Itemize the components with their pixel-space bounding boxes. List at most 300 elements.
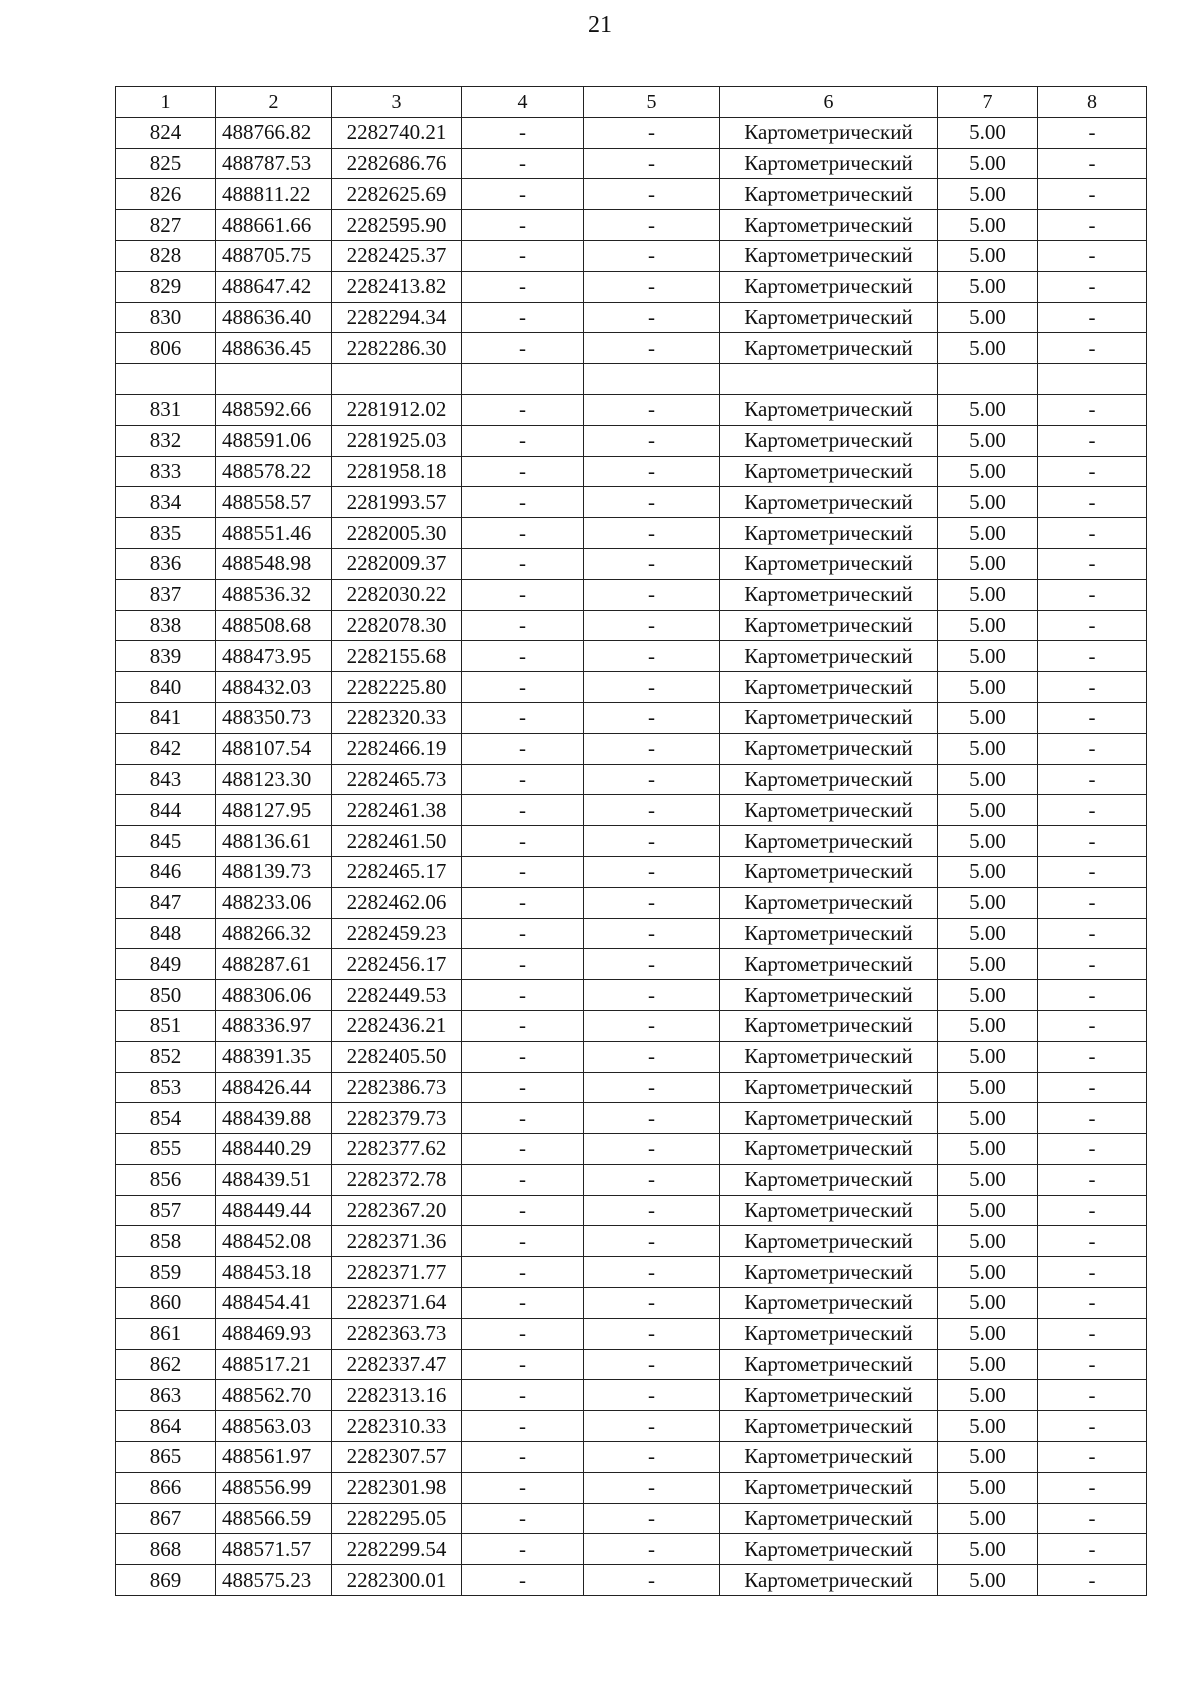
accuracy-cell: 5.00 xyxy=(938,702,1038,733)
accuracy-cell: 5.00 xyxy=(938,1226,1038,1257)
x-coordinate-cell: 488469.93 xyxy=(216,1318,332,1349)
col5-cell: - xyxy=(584,271,720,302)
x-coordinate-cell: 488705.75 xyxy=(216,240,332,271)
col5-cell: - xyxy=(584,548,720,579)
x-coordinate-cell: 488571.57 xyxy=(216,1534,332,1565)
method-cell: Картометрический xyxy=(720,1411,938,1442)
x-coordinate-cell: 488766.82 xyxy=(216,117,332,148)
accuracy-cell: 5.00 xyxy=(938,918,1038,949)
y-coordinate-cell: 2282320.33 xyxy=(332,702,462,733)
col4-cell: - xyxy=(462,887,584,918)
method-cell: Картометрический xyxy=(720,179,938,210)
method-cell: Картометрический xyxy=(720,1288,938,1319)
point-number-cell: 863 xyxy=(116,1380,216,1411)
col4-cell: - xyxy=(462,856,584,887)
x-coordinate-cell: 488287.61 xyxy=(216,949,332,980)
col5-cell: - xyxy=(584,333,720,364)
table-row xyxy=(116,456,1147,487)
method-cell: Картометрический xyxy=(720,1349,938,1380)
method-cell: Картометрический xyxy=(720,856,938,887)
col5-cell: - xyxy=(584,487,720,518)
table-row xyxy=(116,210,1147,241)
x-coordinate-cell: 488439.88 xyxy=(216,1103,332,1134)
point-number-cell: 833 xyxy=(116,456,216,487)
col8-cell: - xyxy=(1038,240,1147,271)
table-row xyxy=(116,1442,1147,1473)
accuracy-cell: 5.00 xyxy=(938,1134,1038,1165)
y-coordinate-cell: 2282371.77 xyxy=(332,1257,462,1288)
table-row xyxy=(116,1072,1147,1103)
accuracy-cell: 5.00 xyxy=(938,148,1038,179)
col8-cell: - xyxy=(1038,1072,1147,1103)
y-coordinate-cell: 2282379.73 xyxy=(332,1103,462,1134)
col4-cell: - xyxy=(462,764,584,795)
x-coordinate-cell: 488449.44 xyxy=(216,1195,332,1226)
table-row xyxy=(116,949,1147,980)
x-coordinate-cell: 488473.95 xyxy=(216,641,332,672)
point-number-cell: 858 xyxy=(116,1226,216,1257)
col8-cell: - xyxy=(1038,1288,1147,1319)
accuracy-cell: 5.00 xyxy=(938,764,1038,795)
y-coordinate-cell: 2282436.21 xyxy=(332,1010,462,1041)
table-row xyxy=(116,1103,1147,1134)
col4-cell: - xyxy=(462,456,584,487)
col5-cell: - xyxy=(584,579,720,610)
point-number-cell: 829 xyxy=(116,271,216,302)
method-cell: Картометрический xyxy=(720,518,938,549)
point-number-cell: 867 xyxy=(116,1503,216,1534)
accuracy-cell: 5.00 xyxy=(938,179,1038,210)
y-coordinate-cell: 2282740.21 xyxy=(332,117,462,148)
table-row xyxy=(116,672,1147,703)
col5-cell: - xyxy=(584,795,720,826)
table-row xyxy=(116,1349,1147,1380)
y-coordinate-cell: 2282461.50 xyxy=(332,826,462,857)
col8-cell: - xyxy=(1038,579,1147,610)
method-cell: Картометрический xyxy=(720,795,938,826)
y-coordinate-cell: 2282307.57 xyxy=(332,1442,462,1473)
col4-cell: - xyxy=(462,1534,584,1565)
y-coordinate-cell: 2282300.01 xyxy=(332,1565,462,1596)
col4-cell: - xyxy=(462,1072,584,1103)
y-coordinate-cell: 2282386.73 xyxy=(332,1072,462,1103)
col4-cell: - xyxy=(462,210,584,241)
accuracy-cell: 5.00 xyxy=(938,980,1038,1011)
col4-cell: - xyxy=(462,425,584,456)
table-row xyxy=(116,333,1147,364)
table-row xyxy=(116,887,1147,918)
y-coordinate-cell: 2282313.16 xyxy=(332,1380,462,1411)
point-number-cell: 843 xyxy=(116,764,216,795)
col8-cell: - xyxy=(1038,1534,1147,1565)
y-coordinate-cell: 2282301.98 xyxy=(332,1472,462,1503)
point-number-cell: 846 xyxy=(116,856,216,887)
col5-cell: - xyxy=(584,918,720,949)
col5-cell: - xyxy=(584,1472,720,1503)
col4-cell: - xyxy=(462,1195,584,1226)
col5-cell: - xyxy=(584,117,720,148)
accuracy-cell: 5.00 xyxy=(938,240,1038,271)
y-coordinate-cell: 2282009.37 xyxy=(332,548,462,579)
column-header: 8 xyxy=(1038,87,1147,118)
method-cell: Картометрический xyxy=(720,641,938,672)
x-coordinate-cell: 488139.73 xyxy=(216,856,332,887)
y-coordinate-cell: 2282367.20 xyxy=(332,1195,462,1226)
accuracy-cell: 5.00 xyxy=(938,1442,1038,1473)
table-row xyxy=(116,1010,1147,1041)
col8-cell: - xyxy=(1038,949,1147,980)
col4-cell: - xyxy=(462,1041,584,1072)
y-coordinate-cell: 2282595.90 xyxy=(332,210,462,241)
point-number-cell: 834 xyxy=(116,487,216,518)
col4-cell: - xyxy=(462,980,584,1011)
accuracy-cell: 5.00 xyxy=(938,518,1038,549)
y-coordinate-cell: 2282425.37 xyxy=(332,240,462,271)
x-coordinate-cell: 488566.59 xyxy=(216,1503,332,1534)
y-coordinate-cell: 2282078.30 xyxy=(332,610,462,641)
method-cell: Картометрический xyxy=(720,1318,938,1349)
col5-cell: - xyxy=(584,733,720,764)
col4-cell: - xyxy=(462,548,584,579)
x-coordinate-cell: 488563.03 xyxy=(216,1411,332,1442)
col8-cell: - xyxy=(1038,1164,1147,1195)
x-coordinate-cell: 488561.97 xyxy=(216,1442,332,1473)
accuracy-cell: 5.00 xyxy=(938,487,1038,518)
accuracy-cell: 5.00 xyxy=(938,302,1038,333)
col5-cell: - xyxy=(584,148,720,179)
header-row xyxy=(116,87,1147,118)
point-number-cell: 850 xyxy=(116,980,216,1011)
col8-cell: - xyxy=(1038,980,1147,1011)
table-row xyxy=(116,487,1147,518)
point-number-cell: 806 xyxy=(116,333,216,364)
col4-cell: - xyxy=(462,733,584,764)
accuracy-cell: 5.00 xyxy=(938,1288,1038,1319)
y-coordinate-cell: 2282294.34 xyxy=(332,302,462,333)
x-coordinate-cell: 488136.61 xyxy=(216,826,332,857)
col4-cell: - xyxy=(462,1565,584,1596)
table-row xyxy=(116,1288,1147,1319)
x-coordinate-cell: 488647.42 xyxy=(216,271,332,302)
y-coordinate-cell: 2282465.73 xyxy=(332,764,462,795)
x-coordinate-cell: 488517.21 xyxy=(216,1349,332,1380)
col5-cell: - xyxy=(584,1534,720,1565)
col5-cell: - xyxy=(584,1164,720,1195)
method-cell: Картометрический xyxy=(720,240,938,271)
col5-cell: - xyxy=(584,702,720,733)
point-number-cell: 852 xyxy=(116,1041,216,1072)
point-number-cell: 832 xyxy=(116,425,216,456)
col5-cell: - xyxy=(584,1565,720,1596)
x-coordinate-cell: 488453.18 xyxy=(216,1257,332,1288)
point-number-cell: 855 xyxy=(116,1134,216,1165)
y-coordinate-cell: 2282413.82 xyxy=(332,271,462,302)
col4-cell: - xyxy=(462,672,584,703)
table-row xyxy=(116,425,1147,456)
col4-cell: - xyxy=(462,702,584,733)
y-coordinate-cell: 2282686.76 xyxy=(332,148,462,179)
col8-cell: - xyxy=(1038,918,1147,949)
table-row xyxy=(116,1041,1147,1072)
col4-cell: - xyxy=(462,179,584,210)
point-number-cell: 845 xyxy=(116,826,216,857)
col5-cell: - xyxy=(584,394,720,425)
accuracy-cell: 5.00 xyxy=(938,333,1038,364)
accuracy-cell: 5.00 xyxy=(938,425,1038,456)
y-coordinate-cell: 2281925.03 xyxy=(332,425,462,456)
col4-cell: - xyxy=(462,302,584,333)
accuracy-cell: 5.00 xyxy=(938,610,1038,641)
accuracy-cell: 5.00 xyxy=(938,795,1038,826)
accuracy-cell: 5.00 xyxy=(938,1103,1038,1134)
accuracy-cell: 5.00 xyxy=(938,672,1038,703)
col4-cell: - xyxy=(462,1442,584,1473)
coordinates-table xyxy=(115,86,1147,1596)
col8-cell: - xyxy=(1038,210,1147,241)
x-coordinate-cell: 488439.51 xyxy=(216,1164,332,1195)
accuracy-cell: 5.00 xyxy=(938,271,1038,302)
method-cell: Картометрический xyxy=(720,302,938,333)
table-row xyxy=(116,856,1147,887)
point-number-cell: 838 xyxy=(116,610,216,641)
method-cell: Картометрический xyxy=(720,117,938,148)
col4-cell: - xyxy=(462,487,584,518)
point-number-cell: 861 xyxy=(116,1318,216,1349)
x-coordinate-cell: 488266.32 xyxy=(216,918,332,949)
point-number-cell: 849 xyxy=(116,949,216,980)
col4-cell: - xyxy=(462,1472,584,1503)
col8-cell xyxy=(1038,364,1147,395)
accuracy-cell: 5.00 xyxy=(938,1041,1038,1072)
col5-cell: - xyxy=(584,672,720,703)
point-number-cell: 842 xyxy=(116,733,216,764)
method-cell: Картометрический xyxy=(720,1041,938,1072)
col8-cell: - xyxy=(1038,1257,1147,1288)
col5-cell: - xyxy=(584,856,720,887)
col4-cell: - xyxy=(462,1134,584,1165)
point-number-cell: 841 xyxy=(116,702,216,733)
col8-cell: - xyxy=(1038,826,1147,857)
accuracy-cell: 5.00 xyxy=(938,117,1038,148)
col5-cell: - xyxy=(584,887,720,918)
point-number-cell: 825 xyxy=(116,148,216,179)
column-header: 3 xyxy=(332,87,462,118)
column-header: 4 xyxy=(462,87,584,118)
method-cell: Картометрический xyxy=(720,1072,938,1103)
col5-cell: - xyxy=(584,1010,720,1041)
x-coordinate-cell: 488636.45 xyxy=(216,333,332,364)
accuracy-cell: 5.00 xyxy=(938,1072,1038,1103)
y-coordinate-cell: 2282295.05 xyxy=(332,1503,462,1534)
method-cell: Картометрический xyxy=(720,1503,938,1534)
point-number-cell: 844 xyxy=(116,795,216,826)
col4-cell: - xyxy=(462,1503,584,1534)
table-row xyxy=(116,364,1147,395)
method-cell: Картометрический xyxy=(720,148,938,179)
x-coordinate-cell: 488440.29 xyxy=(216,1134,332,1165)
accuracy-cell: 5.00 xyxy=(938,826,1038,857)
point-number-cell: 837 xyxy=(116,579,216,610)
table-row xyxy=(116,548,1147,579)
y-coordinate-cell: 2282371.36 xyxy=(332,1226,462,1257)
method-cell: Картометрический xyxy=(720,949,938,980)
col5-cell: - xyxy=(584,302,720,333)
col5-cell: - xyxy=(584,641,720,672)
column-header: 6 xyxy=(720,87,938,118)
col5-cell: - xyxy=(584,610,720,641)
accuracy-cell: 5.00 xyxy=(938,1349,1038,1380)
col8-cell: - xyxy=(1038,610,1147,641)
col5-cell: - xyxy=(584,518,720,549)
col8-cell: - xyxy=(1038,425,1147,456)
method-cell: Картометрический xyxy=(720,1164,938,1195)
method-cell: Картометрический xyxy=(720,456,938,487)
method-cell: Картометрический xyxy=(720,1442,938,1473)
point-number-cell: 851 xyxy=(116,1010,216,1041)
column-header: 2 xyxy=(216,87,332,118)
col4-cell: - xyxy=(462,1318,584,1349)
col8-cell: - xyxy=(1038,733,1147,764)
col5-cell xyxy=(584,364,720,395)
point-number-cell: 860 xyxy=(116,1288,216,1319)
point-number-cell: 847 xyxy=(116,887,216,918)
point-number-cell: 869 xyxy=(116,1565,216,1596)
x-coordinate-cell: 488591.06 xyxy=(216,425,332,456)
x-coordinate-cell: 488558.57 xyxy=(216,487,332,518)
accuracy-cell: 5.00 xyxy=(938,1411,1038,1442)
accuracy-cell: 5.00 xyxy=(938,1565,1038,1596)
accuracy-cell: 5.00 xyxy=(938,210,1038,241)
col4-cell: - xyxy=(462,1349,584,1380)
col8-cell: - xyxy=(1038,394,1147,425)
col8-cell: - xyxy=(1038,856,1147,887)
point-number-cell: 827 xyxy=(116,210,216,241)
table-row xyxy=(116,733,1147,764)
col4-cell: - xyxy=(462,240,584,271)
y-coordinate-cell: 2282005.30 xyxy=(332,518,462,549)
point-number-cell: 831 xyxy=(116,394,216,425)
col4-cell: - xyxy=(462,271,584,302)
col4-cell: - xyxy=(462,1257,584,1288)
col4-cell: - xyxy=(462,918,584,949)
table-row xyxy=(116,394,1147,425)
y-coordinate-cell: 2282225.80 xyxy=(332,672,462,703)
x-coordinate-cell: 488432.03 xyxy=(216,672,332,703)
col5-cell: - xyxy=(584,1072,720,1103)
col8-cell: - xyxy=(1038,1380,1147,1411)
col8-cell: - xyxy=(1038,1349,1147,1380)
accuracy-cell: 5.00 xyxy=(938,949,1038,980)
point-number-cell: 848 xyxy=(116,918,216,949)
table-row xyxy=(116,1534,1147,1565)
x-coordinate-cell: 488578.22 xyxy=(216,456,332,487)
point-number-cell: 836 xyxy=(116,548,216,579)
method-cell: Картометрический xyxy=(720,210,938,241)
point-number-cell xyxy=(116,364,216,395)
x-coordinate-cell: 488107.54 xyxy=(216,733,332,764)
accuracy-cell: 5.00 xyxy=(938,1164,1038,1195)
y-coordinate-cell: 2282310.33 xyxy=(332,1411,462,1442)
accuracy-cell: 5.00 xyxy=(938,856,1038,887)
accuracy-cell: 5.00 xyxy=(938,579,1038,610)
method-cell: Картометрический xyxy=(720,672,938,703)
accuracy-cell xyxy=(938,364,1038,395)
col8-cell: - xyxy=(1038,1565,1147,1596)
col8-cell: - xyxy=(1038,302,1147,333)
col8-cell: - xyxy=(1038,1134,1147,1165)
table-row xyxy=(116,302,1147,333)
col8-cell: - xyxy=(1038,1195,1147,1226)
col4-cell: - xyxy=(462,1164,584,1195)
y-coordinate-cell: 2282363.73 xyxy=(332,1318,462,1349)
y-coordinate-cell: 2281958.18 xyxy=(332,456,462,487)
point-number-cell: 868 xyxy=(116,1534,216,1565)
col8-cell: - xyxy=(1038,1318,1147,1349)
method-cell: Картометрический xyxy=(720,425,938,456)
col8-cell: - xyxy=(1038,1472,1147,1503)
method-cell: Картометрический xyxy=(720,733,938,764)
table-row xyxy=(116,1503,1147,1534)
table-row xyxy=(116,1195,1147,1226)
col4-cell: - xyxy=(462,1103,584,1134)
table-row xyxy=(116,1164,1147,1195)
col4-cell: - xyxy=(462,949,584,980)
accuracy-cell: 5.00 xyxy=(938,1010,1038,1041)
x-coordinate-cell: 488636.40 xyxy=(216,302,332,333)
accuracy-cell: 5.00 xyxy=(938,1534,1038,1565)
table-row xyxy=(116,1318,1147,1349)
page-number: 21 xyxy=(588,12,612,38)
col8-cell: - xyxy=(1038,764,1147,795)
col4-cell: - xyxy=(462,333,584,364)
x-coordinate-cell: 488562.70 xyxy=(216,1380,332,1411)
x-coordinate-cell: 488127.95 xyxy=(216,795,332,826)
x-coordinate-cell: 488452.08 xyxy=(216,1226,332,1257)
x-coordinate-cell: 488123.30 xyxy=(216,764,332,795)
point-number-cell: 840 xyxy=(116,672,216,703)
accuracy-cell: 5.00 xyxy=(938,1472,1038,1503)
col4-cell: - xyxy=(462,641,584,672)
x-coordinate-cell: 488661.66 xyxy=(216,210,332,241)
column-header: 7 xyxy=(938,87,1038,118)
accuracy-cell: 5.00 xyxy=(938,887,1038,918)
method-cell: Картометрический xyxy=(720,1257,938,1288)
method-cell: Картометрический xyxy=(720,1534,938,1565)
table-row xyxy=(116,1257,1147,1288)
accuracy-cell: 5.00 xyxy=(938,1195,1038,1226)
y-coordinate-cell: 2281912.02 xyxy=(332,394,462,425)
method-cell: Картометрический xyxy=(720,579,938,610)
x-coordinate-cell: 488592.66 xyxy=(216,394,332,425)
col8-cell: - xyxy=(1038,487,1147,518)
col4-cell: - xyxy=(462,394,584,425)
col4-cell: - xyxy=(462,1226,584,1257)
method-cell: Картометрический xyxy=(720,1472,938,1503)
table-row xyxy=(116,1134,1147,1165)
method-cell: Картометрический xyxy=(720,394,938,425)
col8-cell: - xyxy=(1038,271,1147,302)
col5-cell: - xyxy=(584,1288,720,1319)
col4-cell: - xyxy=(462,117,584,148)
col5-cell: - xyxy=(584,210,720,241)
col5-cell: - xyxy=(584,949,720,980)
point-number-cell: 856 xyxy=(116,1164,216,1195)
y-coordinate-cell: 2282459.23 xyxy=(332,918,462,949)
point-number-cell: 824 xyxy=(116,117,216,148)
method-cell: Картометрический xyxy=(720,764,938,795)
table-row xyxy=(116,980,1147,1011)
table-row xyxy=(116,641,1147,672)
